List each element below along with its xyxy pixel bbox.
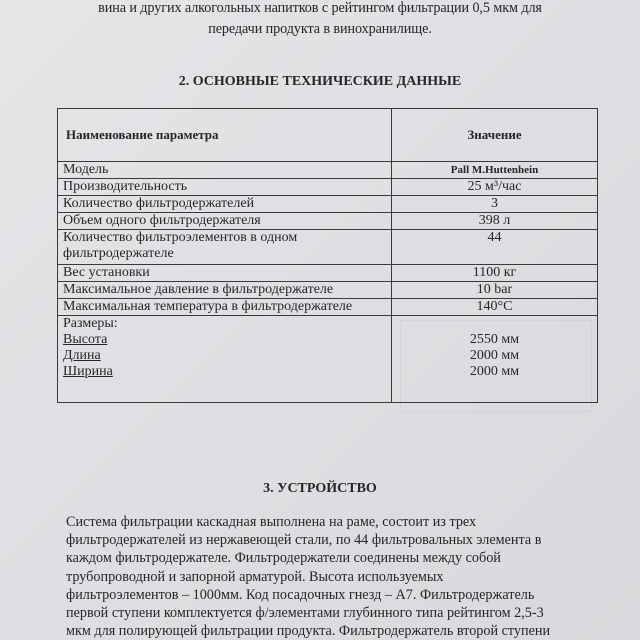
value-cell: 3	[392, 196, 598, 213]
param-cell: Модель	[58, 162, 392, 179]
dimension-length-label: Длина	[63, 348, 101, 363]
paragraph-line: мкм для полирующей фильтрации продукта. Фильтродержатель второй ступени	[66, 623, 551, 640]
table-row	[58, 265, 598, 282]
paragraph-line: фильтроэлементов – 1000мм. Код посадочных гнезд – А7. Фильтродержатель	[66, 586, 535, 603]
intro-line: передачи продукта в винохранилище.	[208, 21, 432, 37]
table-header-row	[58, 109, 598, 162]
dimensions-value-cell	[392, 316, 598, 403]
param-cell: Максимальное давление в фильтродержателе	[58, 282, 392, 299]
dimensions-label: Размеры:	[63, 316, 118, 331]
value-cell: 1100 кг	[392, 265, 598, 282]
paragraph-line: трубопроводной и запорной арматурой. Высота используемых	[66, 568, 444, 585]
paragraph-line: фильтродержателей из нержавеющей стали, по 44 фильтровальных элемента в	[66, 532, 542, 549]
dimension-length-value: 2000 мм	[469, 348, 520, 363]
section-2-title: 2. ОСНОВНЫЕ ТЕХНИЧЕСКИЕ ДАННЫЕ	[178, 74, 462, 89]
table-row	[58, 230, 598, 265]
table-row	[58, 282, 598, 299]
table-row	[58, 299, 598, 316]
param-cell: Объем одного фильтродержателя	[58, 213, 392, 230]
header-parameter: Наименование параметра	[58, 109, 392, 162]
spacer	[392, 316, 597, 332]
intro-paragraph	[0, 0, 640, 40]
param-cell: Количество фильтродержателей	[58, 196, 392, 213]
paragraph-line: Система фильтрации каскадная выполнена на раме, состоит из трех	[66, 514, 477, 530]
dimension-width-value: 2000 мм	[469, 364, 520, 379]
section-3-paragraph	[66, 513, 626, 640]
table-row	[58, 196, 598, 213]
dimension-height-value: 2550 мм	[469, 332, 520, 347]
value-cell: 25 м³/час	[392, 179, 598, 196]
dimensions-row	[58, 316, 598, 403]
paragraph-line: каждом фильтродержателе. Фильтродержатели соединены между собой	[66, 550, 501, 567]
value-cell: 10 bar	[392, 282, 598, 299]
table-row	[58, 179, 598, 196]
header-value: Значение	[392, 109, 598, 162]
param-cell: Производительность	[58, 179, 392, 196]
param-cell: Количество фильтроэлементов в одном фильтродержателе	[58, 230, 392, 265]
table-row	[58, 213, 598, 230]
intro-line: вина и других алкогольных напитков с рейтингом фильтрации 0,5 мкм для	[98, 0, 542, 16]
table-row	[58, 162, 598, 179]
value-cell: 44	[392, 230, 598, 265]
value-cell: 398 л	[392, 213, 598, 230]
section-3-title: 3. УСТРОЙСТВО	[263, 481, 377, 496]
value-cell: 140°C	[392, 299, 598, 316]
param-cell: Вес установки	[58, 265, 392, 282]
param-cell: Максимальная температура в фильтродержателе	[58, 299, 392, 316]
value-cell: Pall M.Huttenhein	[392, 162, 598, 179]
paragraph-line: первой ступени комплектуется ф/элементами глубинного типа рейтингом 2,5-3	[66, 605, 544, 622]
dimension-height-label: Высота	[63, 332, 108, 347]
technical-data-table	[57, 108, 598, 403]
dimension-width-label: Ширина	[63, 364, 113, 379]
dimensions-param-cell	[58, 316, 392, 403]
